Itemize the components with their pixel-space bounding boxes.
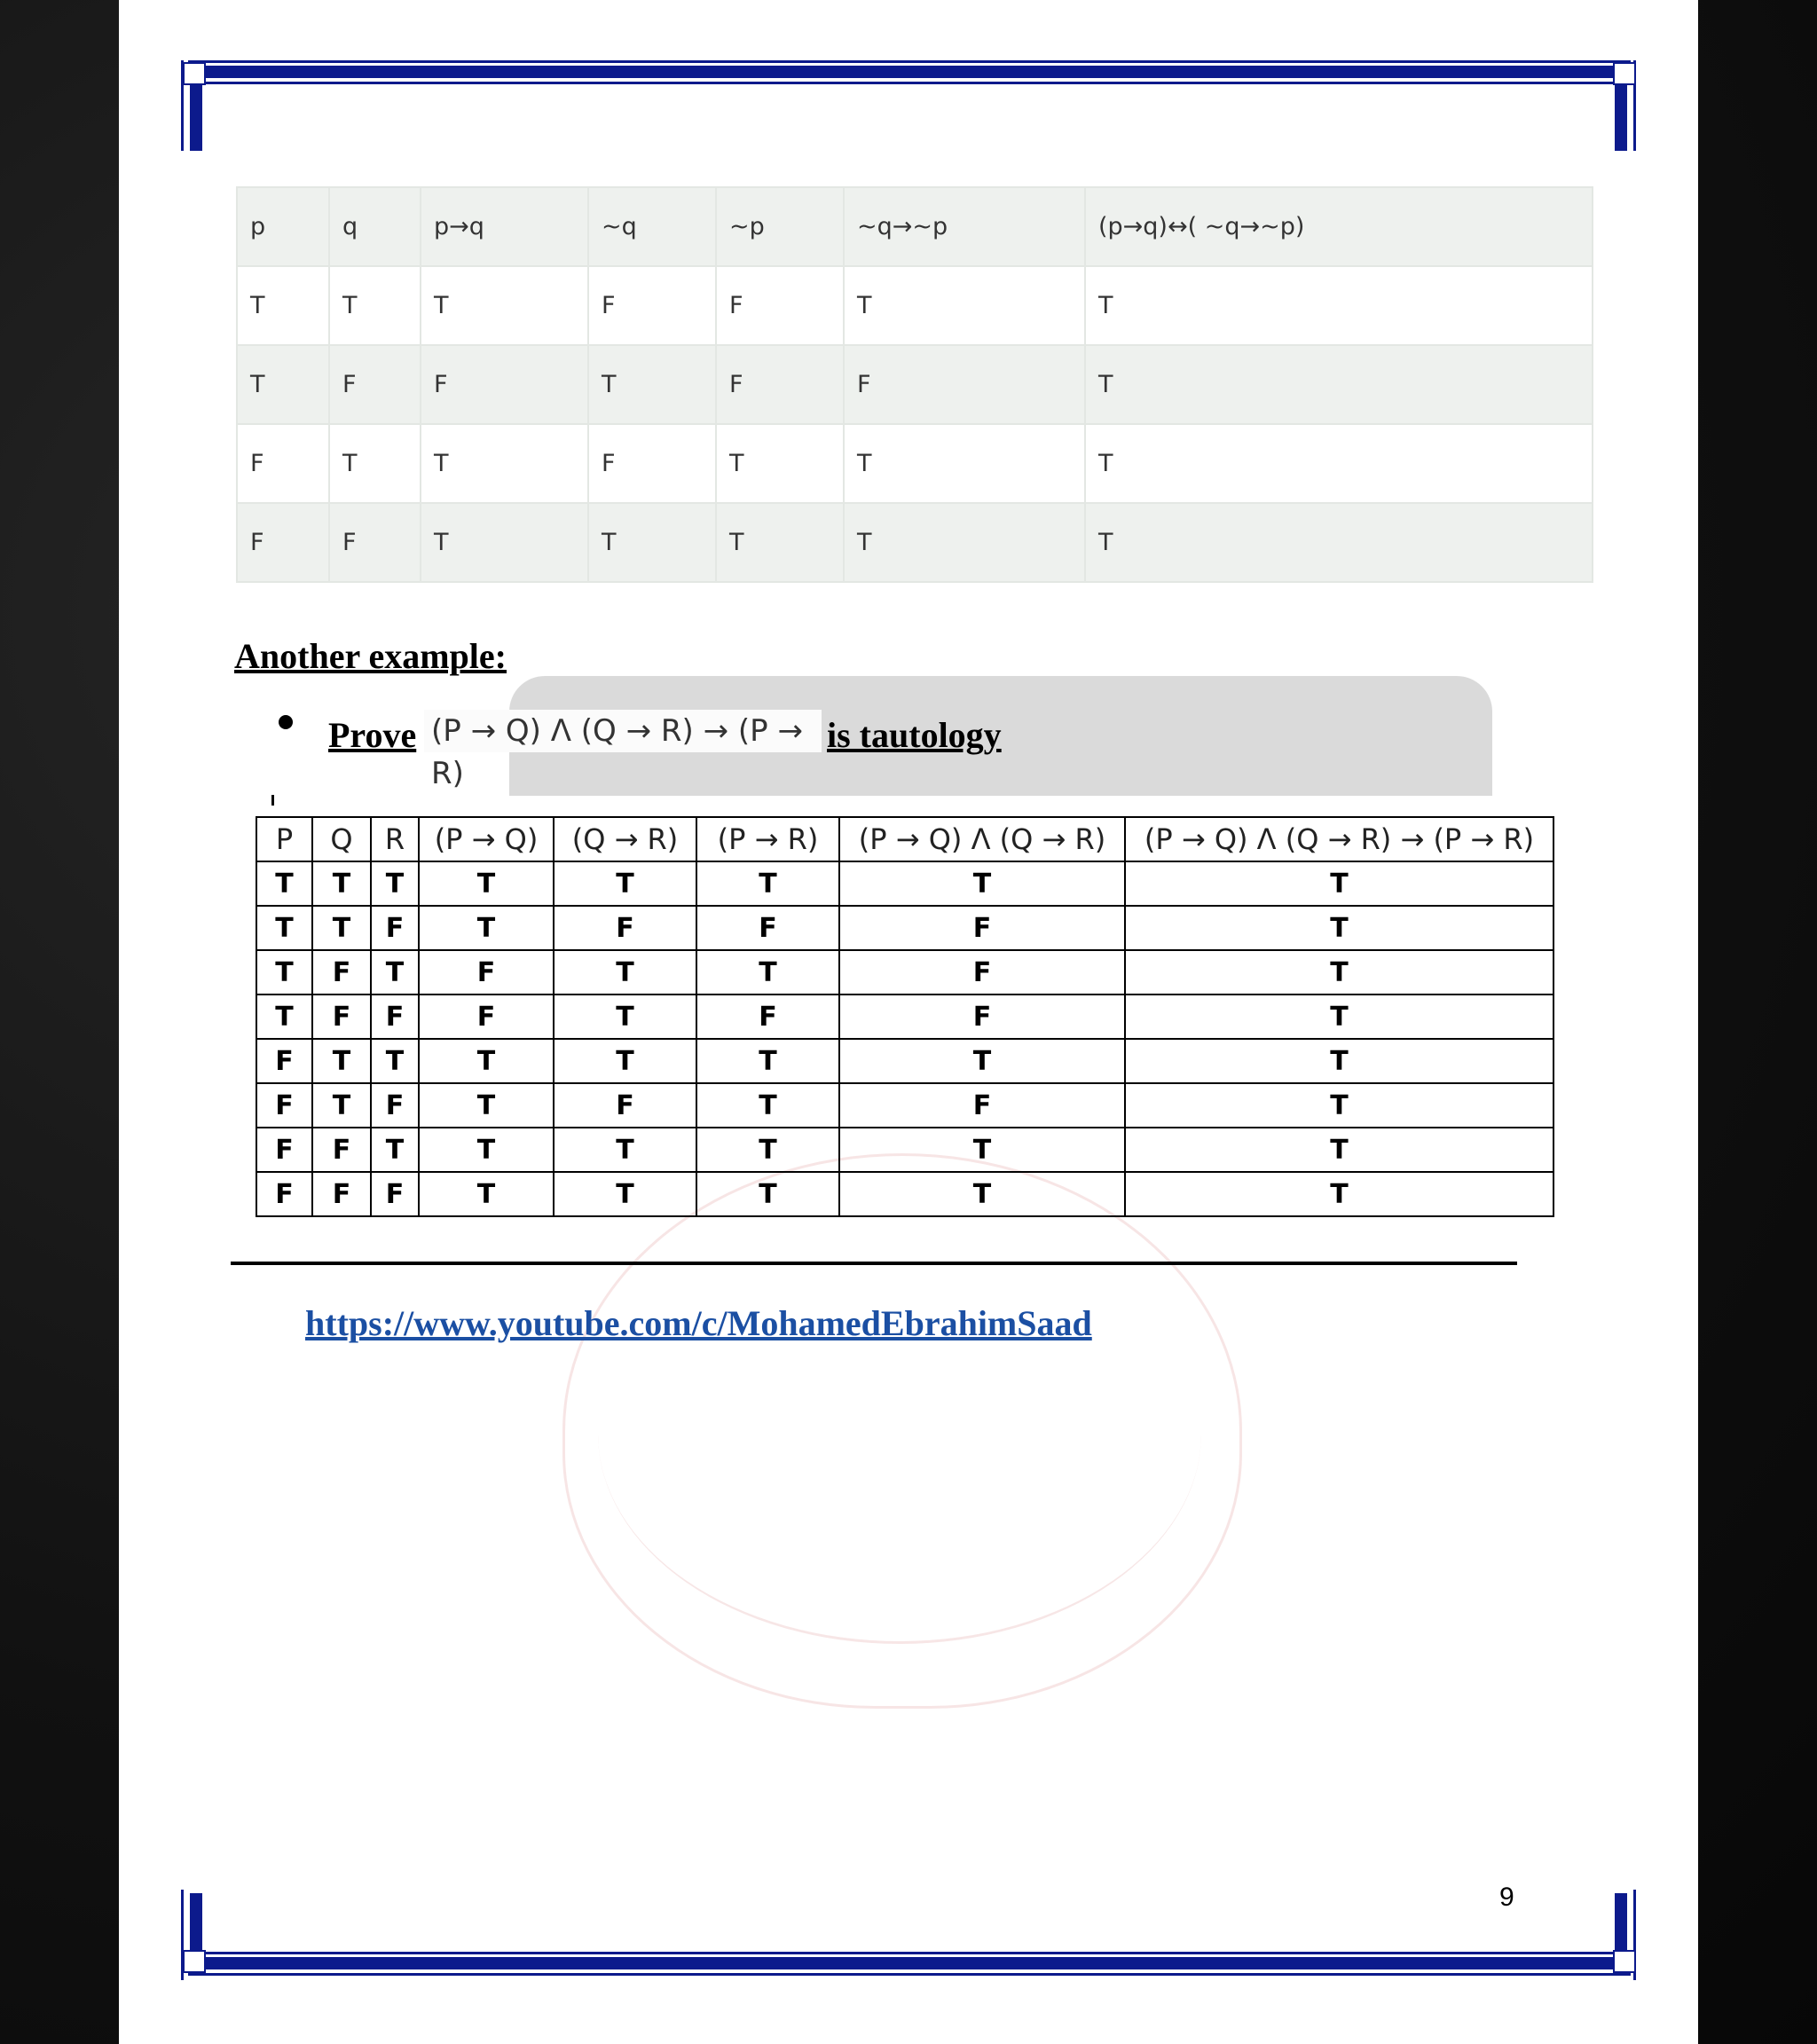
table-cell: T	[419, 1172, 554, 1216]
tautology-truth-table	[256, 816, 1554, 1217]
table-cell: T	[839, 1128, 1125, 1172]
table-row	[237, 266, 1593, 345]
table-cell: T	[844, 503, 1085, 582]
table-cell: F	[696, 906, 839, 950]
table-row	[256, 1172, 1553, 1216]
table-cell: T	[1085, 345, 1593, 424]
table-cell: F	[371, 906, 419, 950]
table-cell: T	[237, 345, 329, 424]
table-cell: T	[696, 1128, 839, 1172]
table-cell: T	[312, 1039, 371, 1083]
header-cell: Q	[312, 817, 371, 861]
header-cell: (P → Q) Λ (Q → R)	[839, 817, 1125, 861]
table-cell: T	[419, 1039, 554, 1083]
table-cell: T	[839, 1039, 1125, 1083]
table-cell: T	[256, 950, 312, 994]
table-cell: T	[1085, 424, 1593, 503]
table-cell: T	[256, 906, 312, 950]
table-cell: T	[839, 1172, 1125, 1216]
table-cell: T	[716, 424, 844, 503]
table-cell: T	[554, 1172, 696, 1216]
table-cell: T	[716, 503, 844, 582]
table-cell: T	[1085, 503, 1593, 582]
table-cell: F	[839, 994, 1125, 1039]
table-cell: T	[237, 266, 329, 345]
header-cell: q	[329, 187, 421, 266]
table-cell: F	[839, 906, 1125, 950]
table-cell: T	[554, 1128, 696, 1172]
table-cell: T	[421, 424, 588, 503]
table-cell: F	[371, 1083, 419, 1128]
table-cell: F	[554, 1083, 696, 1128]
table-cell: T	[554, 861, 696, 906]
document-page	[119, 0, 1698, 2044]
table-cell: T	[419, 1128, 554, 1172]
table-cell: F	[329, 345, 421, 424]
table-cell: T	[1125, 1083, 1553, 1128]
table-cell: T	[419, 861, 554, 906]
table-cell: F	[716, 345, 844, 424]
header-cell: R	[371, 817, 419, 861]
table-cell: T	[696, 1039, 839, 1083]
table-cell: F	[554, 906, 696, 950]
table-row	[256, 1039, 1553, 1083]
table-cell: T	[554, 994, 696, 1039]
header-cell: ~q	[588, 187, 716, 266]
table-cell: F	[419, 994, 554, 1039]
table-cell: F	[256, 1172, 312, 1216]
table-cell: T	[1125, 906, 1553, 950]
table-cell: T	[1125, 950, 1553, 994]
table-cell: T	[554, 1039, 696, 1083]
table-cell: F	[312, 950, 371, 994]
table-row	[256, 950, 1553, 994]
table-cell: F	[237, 424, 329, 503]
table-cell: T	[329, 266, 421, 345]
header-cell: P	[256, 817, 312, 861]
table-cell: F	[588, 424, 716, 503]
table-cell: T	[312, 1083, 371, 1128]
table-cell: T	[371, 861, 419, 906]
table-cell: T	[839, 861, 1125, 906]
table-row	[237, 424, 1593, 503]
table-cell: F	[716, 266, 844, 345]
table-cell: T	[312, 906, 371, 950]
horizontal-divider	[231, 1262, 1517, 1265]
prove-label: Prove	[328, 715, 417, 755]
header-cell: ~p	[716, 187, 844, 266]
section-heading: Another example:	[234, 636, 507, 676]
table-cell: T	[329, 424, 421, 503]
table-row	[237, 345, 1593, 424]
watermark-face-chin	[598, 1224, 1201, 1644]
header-cell: ~q→~p	[844, 187, 1085, 266]
table-cell: F	[312, 1172, 371, 1216]
table-cell: T	[312, 861, 371, 906]
table-row	[256, 861, 1553, 906]
youtube-channel-link[interactable]: https://www.youtube.com/c/MohamedEbrahimSaad	[305, 1303, 1092, 1343]
table-cell: T	[421, 266, 588, 345]
table-cell: F	[312, 1128, 371, 1172]
header-cell: (P → Q)	[419, 817, 554, 861]
table-cell: F	[237, 503, 329, 582]
table-cell: F	[839, 1083, 1125, 1128]
table-row	[256, 1083, 1553, 1128]
table-row	[256, 906, 1553, 950]
table-cell: T	[421, 503, 588, 582]
header-cell: p	[237, 187, 329, 266]
table-header-row	[256, 817, 1553, 861]
page-number: 9	[1499, 1883, 1514, 1912]
header-cell: (P → R)	[696, 817, 839, 861]
table-cell: T	[588, 503, 716, 582]
table-cell: F	[256, 1083, 312, 1128]
table-cell: F	[256, 1128, 312, 1172]
table-cell: T	[696, 1083, 839, 1128]
table-cell: T	[1125, 1172, 1553, 1216]
header-cell: (P → Q) Λ (Q → R) → (P → R)	[1125, 817, 1553, 861]
table-cell: F	[371, 994, 419, 1039]
table-cell: T	[419, 1083, 554, 1128]
table-cell: T	[554, 950, 696, 994]
table-cell: F	[588, 266, 716, 345]
table-cell: T	[844, 424, 1085, 503]
table-cell: F	[312, 994, 371, 1039]
stray-mark	[271, 795, 274, 806]
table-cell: F	[839, 950, 1125, 994]
table-cell: T	[1125, 861, 1553, 906]
table-cell: F	[696, 994, 839, 1039]
table-cell: T	[1125, 994, 1553, 1039]
table-cell: T	[256, 861, 312, 906]
table-cell: T	[844, 266, 1085, 345]
table-cell: F	[844, 345, 1085, 424]
table-cell: F	[256, 1039, 312, 1083]
table-cell: T	[1085, 266, 1593, 345]
table-cell: T	[1125, 1128, 1553, 1172]
table-cell: T	[371, 950, 419, 994]
table-row	[256, 1128, 1553, 1172]
bullet-icon	[279, 715, 293, 729]
table-cell: T	[419, 906, 554, 950]
header-cell: p→q	[421, 187, 588, 266]
table-cell: F	[329, 503, 421, 582]
table-cell: T	[696, 861, 839, 906]
tautology-label: is tautology	[827, 715, 1002, 755]
formula-image: (P → Q) Λ (Q → R) → (P → R)	[424, 710, 822, 752]
table-cell: T	[371, 1039, 419, 1083]
table-cell: F	[371, 1172, 419, 1216]
table-row	[237, 503, 1593, 582]
table-cell: F	[419, 950, 554, 994]
table-cell: T	[588, 345, 716, 424]
table-header-row	[237, 187, 1593, 266]
contrapositive-truth-table	[236, 186, 1593, 583]
header-cell: (p→q)↔( ~q→~p)	[1085, 187, 1593, 266]
header-cell: (Q → R)	[554, 817, 696, 861]
table-cell: F	[421, 345, 588, 424]
table-row	[256, 994, 1553, 1039]
table-cell: T	[371, 1128, 419, 1172]
table-cell: T	[256, 994, 312, 1039]
table-cell: T	[1125, 1039, 1553, 1083]
table-cell: T	[696, 950, 839, 994]
table-cell: T	[696, 1172, 839, 1216]
